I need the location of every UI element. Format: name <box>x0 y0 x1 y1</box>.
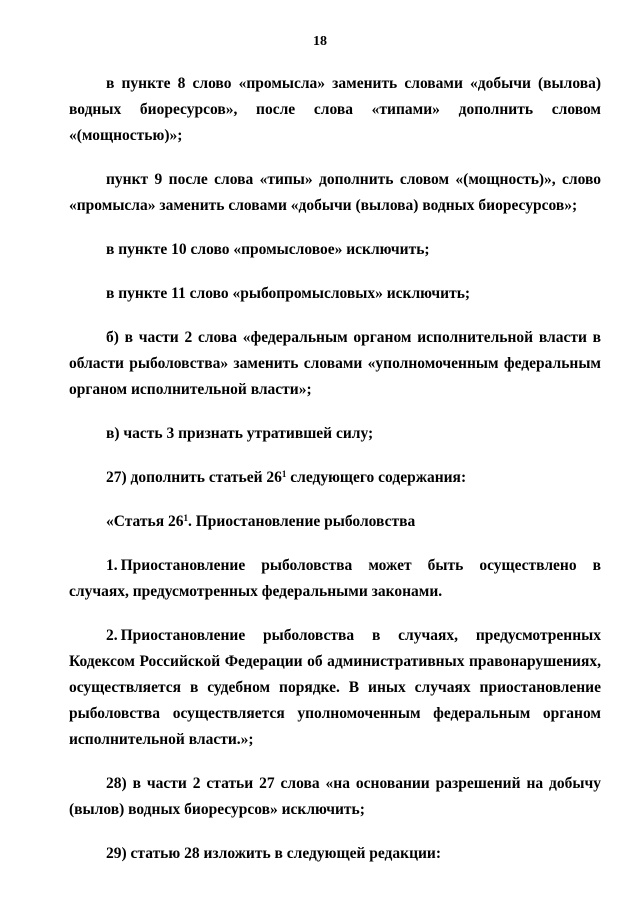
paragraph-item-28: 28) в части 2 статьи 27 слова «на основании разрешений на добычу (вылов) водных биоресурсов» исключить; <box>69 775 601 818</box>
document-body <box>69 71 601 867</box>
clause-1 <box>69 553 601 605</box>
paragraph-item-29: 29) статью 28 изложить в следующей редакции: <box>106 845 442 862</box>
item-27-text-end: следующего содержания: <box>286 469 467 486</box>
paragraph-point-10: в пункте 10 слово «промысловое» исключить; <box>106 241 430 258</box>
page-number: 18 <box>313 34 327 49</box>
article-heading <box>69 509 601 535</box>
paragraph-point-11: в пункте 11 слово «рыбопромысловых» исключить; <box>106 285 471 302</box>
article-heading-superscript: 1 <box>183 513 188 523</box>
paragraph-point-9: пункт 9 после слова «типы» дополнить словом «(мощность)», слово «промысла» заменить словами «добычи (вылова) водных биоресурсов»; <box>69 171 601 214</box>
article-heading-prefix: «Статья 26 <box>106 513 184 530</box>
paragraph-part-3: в) часть 3 признать утратившей силу; <box>106 425 374 442</box>
clause-2 <box>69 623 601 753</box>
paragraph-part-2: б) в части 2 слова «федеральным органом исполнительной власти в области рыболовства» заменить словами «уполномоченным федеральным органом исполнительной власти»; <box>69 329 601 398</box>
paragraph-point-8: в пункте 8 слово «промысла» заменить словами «добычи (вылова) водных биоресурсов», после слова «типами» дополнить словом «(мощностью)»; <box>69 75 601 144</box>
paragraph-item-27 <box>69 465 601 491</box>
item-27-superscript: 1 <box>281 469 287 479</box>
article-heading-dot: . <box>187 513 196 530</box>
clause-1-text: Приостановление рыболовства может быть осуществлено в случаях, предусмотренных федеральными законами. <box>69 557 601 600</box>
clause-1-number: 1. <box>106 557 118 574</box>
item-27-text: 27) дополнить статьей 26 <box>106 469 282 486</box>
clause-2-text: Приостановление рыболовства в случаях, предусмотренных Кодексом Российской Федерации об административных правонарушениях, осуществляется в судебном порядке. В иных случаях приостановление рыболовства осуществляется уполномоченным федеральным органом исполнительной власти.»; <box>69 627 601 748</box>
article-heading-title: Приостановление рыболовства <box>195 513 416 530</box>
clause-2-number: 2. <box>106 627 118 644</box>
